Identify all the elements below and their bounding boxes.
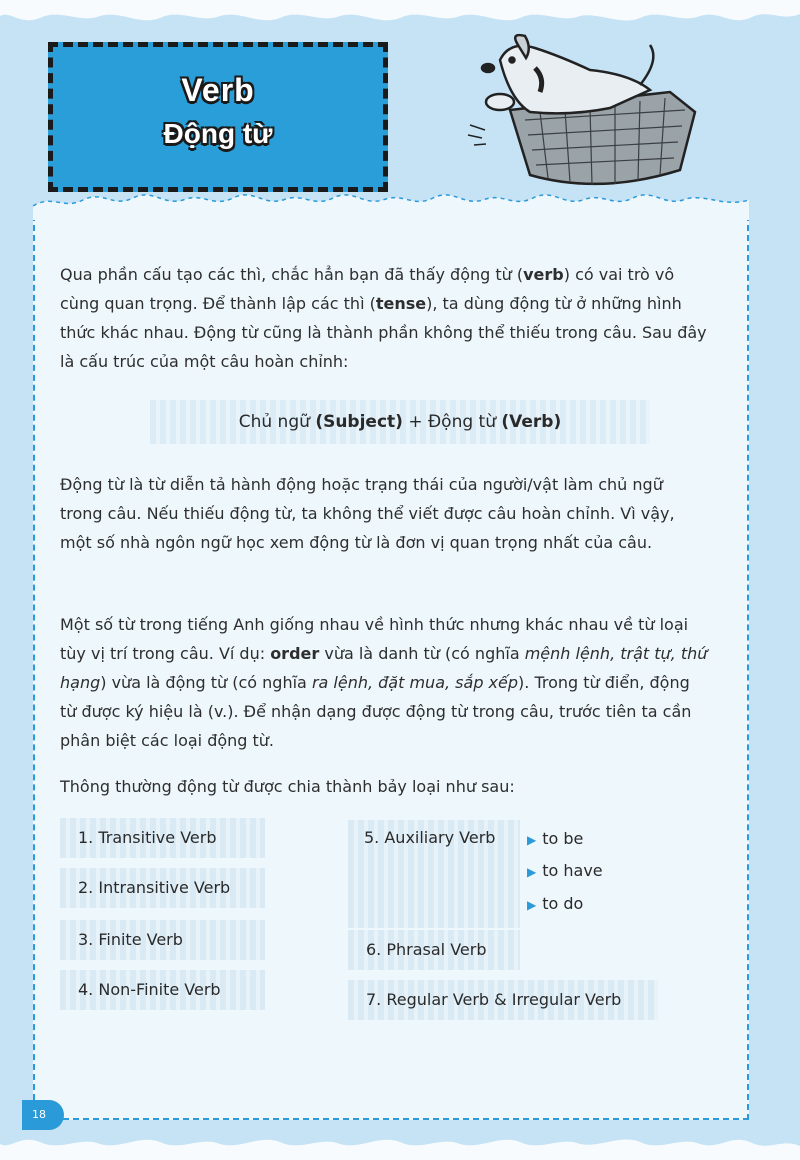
definition-paragraph: Động từ là từ diễn tả hành động hoặc trạng thái của người/vật làm chủ ngữ trong câu. Nếu thiếu động từ, ta không thể viết được câu hoàn chỉnh. Vì vậy, một số nhà ngôn ngữ học xem động từ là đơn vị quan trọng nhất của câu. (60, 475, 675, 552)
title-banner (48, 42, 388, 192)
example-paragraph: Một số từ trong tiếng Anh giống nhau về hình thức nhưng khác nhau về từ loại tùy vị trí trong câu. Ví dụ: order vừa là danh từ (có nghĩa mệnh lệnh, trật tự, thứ hạng) vừa là động từ (có nghĩa ra lệnh, đặt mua, sắp xếp). Trong từ điển, động từ được ký hiệu là (v.). Để nhận dạng được động từ trong câu, trước tiên ta cần phân biệt các loại động từ. (60, 615, 708, 750)
frost-border-top (0, 0, 800, 30)
sentence-formula: Chủ ngữ (Subject) + Động từ (Verb) (150, 400, 650, 444)
verb-type-item: 2. Intransitive Verb (60, 868, 265, 908)
verb-type-item: 1. Transitive Verb (60, 818, 265, 858)
verb-type-item: 7. Regular Verb & Irregular Verb (348, 980, 658, 1020)
triangle-bullet-icon: ▶ (527, 898, 537, 912)
intro-paragraph: Qua phần cấu tạo các thì, chắc hẳn bạn đã thấy động từ (verb) có vai trò vô cùng quan trọng. Để thành lập các thì (tense), ta dùng động từ ở những hình thức khác nhau. Động từ cũng là thành phần không thể thiếu trong câu. Sau đây là cấu trúc của một câu hoàn chỉnh: (60, 265, 707, 371)
page-subtitle: Động từ (163, 118, 273, 149)
triangle-bullet-icon: ▶ (527, 865, 537, 879)
aux-sub-item: ▶ to do (527, 894, 584, 913)
aux-sub-item: ▶ to have (527, 861, 603, 880)
page-title: Verb (181, 72, 255, 108)
aux-sub-item: ▶ to be (527, 829, 584, 848)
verb-type-item: 5. Auxiliary Verb (364, 828, 496, 847)
triangle-bullet-icon: ▶ (527, 833, 537, 847)
verb-type-item: 6. Phrasal Verb (348, 930, 520, 970)
types-intro: Thông thường động từ được chia thành bảy loại như sau: (60, 777, 515, 796)
frost-border-bottom (0, 1130, 800, 1160)
page-number: 18 (22, 1100, 64, 1130)
verb-type-item: 4. Non-Finite Verb (60, 970, 265, 1010)
dog-in-basket-illustration (440, 30, 730, 200)
verb-type-item: 3. Finite Verb (60, 920, 265, 960)
